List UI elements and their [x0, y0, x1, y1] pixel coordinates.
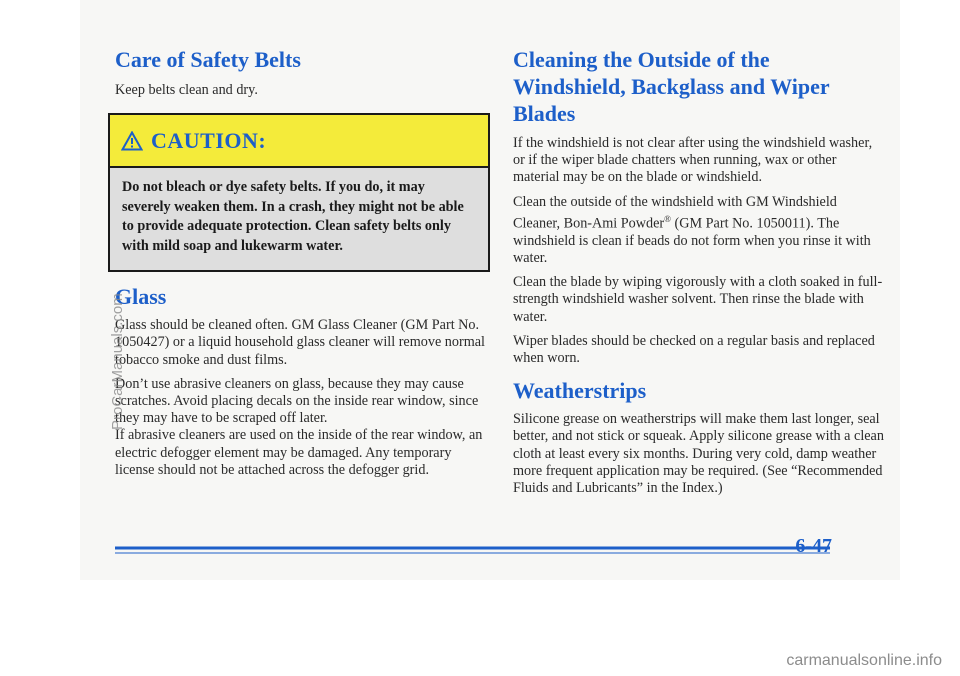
windshield-paragraph-4: Wiper blades should be checked on a regular basis and replaced when worn. — [513, 332, 875, 366]
glass-paragraph-2: Don’t use abrasive cleaners on glass, because they may cause scratches. Avoid placing decals on the inside rear window, since they may have to be scraped off later. — [115, 375, 479, 427]
windshield-heading: Cleaning the Outside of the Windshield, Backglass and Wiper Blades — [513, 47, 830, 126]
caution-title: CAUTION: — [151, 127, 267, 153]
caution-header — [110, 115, 488, 168]
caution-box — [108, 113, 490, 272]
bottom-watermark: carmanualsonline.info — [786, 652, 942, 669]
right-column — [513, 46, 885, 497]
glass-paragraph-1: Glass should be cleaned often. GM Glass Cleaner (GM Part No. 1050427) or a liquid household glass cleaner will remove normal tobacco smoke and dust films. — [115, 317, 485, 368]
windshield-paragraph-2-rest: (GM Part No. 1050011). The windshield is clean if beads do not form when you rinse it with water. — [513, 215, 871, 266]
windshield-paragraph-3: Clean the blade by wiping vigorously with a cloth soaked in full-strength windshield washer solvent. Then rinse the blade with water. — [513, 274, 883, 325]
glass-heading: Glass — [115, 284, 167, 310]
left-column — [115, 46, 487, 479]
windshield-paragraph-1: If the windshield is not clear after using the windshield washer, or if the wiper blade chatters when running, wax or other material may be on the blade or windshield. — [513, 135, 873, 186]
safety-belts-heading: Care of Safety Belts — [115, 47, 301, 72]
footer-rule — [115, 545, 830, 555]
caution-body: Do not bleach or dye safety belts. If you do, it may severely weaken them. In a crash, they might not be able to provide adequate protection. Clean safety belts only with mild soap and lukewarm water. — [122, 179, 464, 254]
safety-belts-text: Keep belts clean and dry. — [115, 82, 258, 98]
windshield-paragraph-2-text: Clean the outside of the windshield with GM Windshield Cleaner, Bon-Ami Powder — [513, 193, 837, 232]
registered-mark: ® — [664, 213, 671, 224]
warning-triangle-icon — [121, 131, 143, 151]
vertical-watermark: ProCarManuals.com — [109, 293, 126, 430]
glass-paragraph-3: If abrasive cleaners are used on the inside of the rear window, an electric defogger element may be damaged. Any temporary license should not be attached across the defogger grid. — [115, 427, 483, 478]
page-number: 6-47 — [795, 535, 832, 557]
windshield-paragraph-2 — [513, 194, 885, 268]
weatherstrips-paragraph: Silicone grease on weatherstrips will make them last longer, seal better, and not stick or squeak. Apply silicone grease with a clean cloth at least every six months. During very cold, damp weather more frequent application may be required. (See “Recommended Fluids and Lubricants” in the Index.) — [513, 411, 884, 496]
weatherstrips-heading: Weatherstrips — [513, 378, 647, 404]
